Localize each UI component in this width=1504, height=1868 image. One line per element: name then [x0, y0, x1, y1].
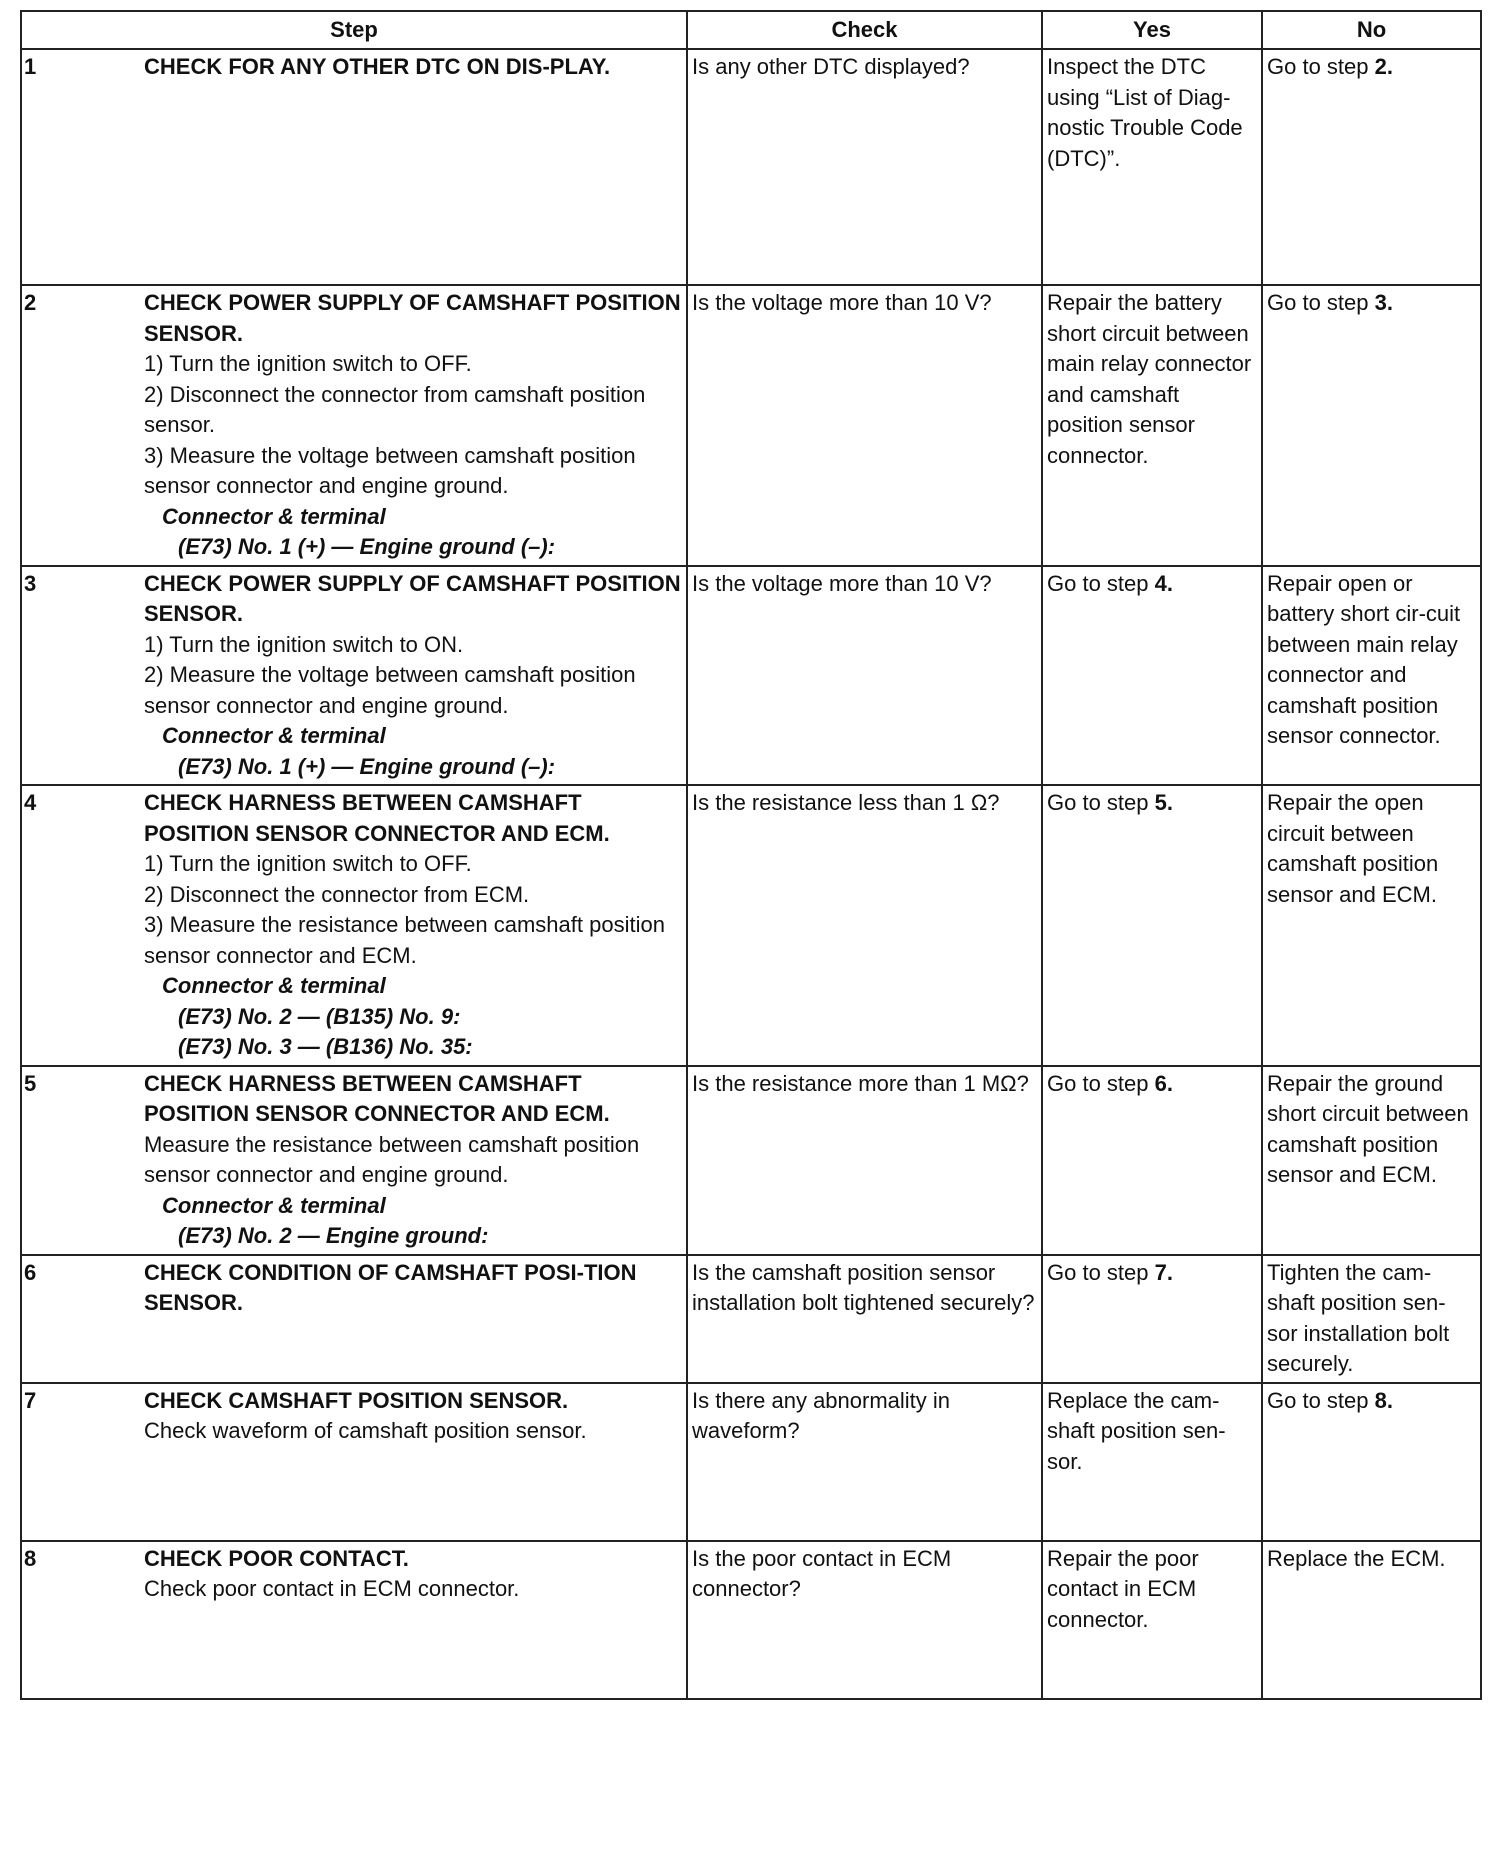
- table-row: [21, 785, 1481, 1066]
- instruction: 2) Measure the voltage between camshaft position sensor connector and engine ground.: [144, 662, 636, 718]
- terminal-value: (E73) No. 1 (+) — Engine ground (–):: [178, 753, 556, 779]
- connector-terminal-label: Connector & terminal: [162, 973, 386, 998]
- step-cell: [21, 285, 687, 566]
- check-cell: Is the resistance less than 1 Ω?: [687, 785, 1042, 1066]
- step-number: 6: [24, 1259, 37, 1285]
- header-check: Check: [687, 11, 1042, 49]
- yes-cell: [1042, 1255, 1262, 1383]
- terminal-value: (E73) No. 3 — (B136) No. 35:: [178, 1034, 473, 1059]
- step-cell: [21, 1066, 687, 1255]
- step-number: 4: [24, 790, 37, 815]
- step-number: 7: [24, 1387, 37, 1413]
- step-cell: [21, 1255, 687, 1383]
- no-cell: [1262, 1383, 1481, 1541]
- table-row: [21, 1255, 1481, 1383]
- step-number: 5: [24, 1070, 37, 1096]
- no-text: Go to step: [1267, 54, 1375, 79]
- check-cell: Is any other DTC displayed?: [687, 49, 1042, 285]
- no-step-ref: 8.: [1374, 1387, 1393, 1413]
- header-row: [21, 11, 1481, 49]
- table-row: [21, 566, 1481, 786]
- step-number: 3: [24, 570, 37, 596]
- connector-terminal-label: Connector & terminal: [162, 503, 386, 529]
- yes-cell: [1042, 566, 1262, 786]
- step-cell: [21, 1541, 687, 1699]
- step-cell: [21, 49, 687, 285]
- table-row: [21, 1383, 1481, 1541]
- yes-step-ref: 5.: [1154, 790, 1173, 815]
- step-number: 8: [24, 1545, 37, 1571]
- header-step: Step: [21, 11, 687, 49]
- no-cell: Tighten the cam-shaft position sen-sor installation bolt securely.: [1262, 1255, 1481, 1383]
- no-cell: [1262, 285, 1481, 566]
- table-row: [21, 285, 1481, 566]
- instruction: Check waveform of camshaft position sensor.: [144, 1418, 587, 1443]
- yes-cell: [1042, 1066, 1262, 1255]
- no-cell: [1262, 49, 1481, 285]
- terminal-value: (E73) No. 1 (+) — Engine ground (–):: [178, 534, 556, 559]
- yes-cell: Inspect the DTC using “List of Diag-nostic Trouble Code (DTC)”.: [1042, 49, 1262, 285]
- check-cell: Is there any abnormality in waveform?: [687, 1383, 1042, 1541]
- step-title: CHECK POWER SUPPLY OF CAMSHAFT POSITION SENSOR.: [144, 290, 681, 346]
- yes-cell: Repair the battery short circuit between main relay connector and camshaft position sensor connector.: [1042, 285, 1262, 566]
- step-cell: [21, 1383, 687, 1541]
- yes-text: Go to step: [1047, 790, 1155, 815]
- table-row: [21, 1541, 1481, 1699]
- no-cell: Repair the ground short circuit between camshaft position sensor and ECM.: [1262, 1066, 1481, 1255]
- yes-text: Go to step: [1047, 1259, 1155, 1285]
- instruction: 2) Disconnect the connector from camshaft position sensor.: [144, 381, 646, 437]
- step-number: 2: [24, 290, 37, 315]
- no-text: Go to step: [1267, 1387, 1375, 1413]
- check-cell: Is the resistance more than 1 MΩ?: [687, 1066, 1042, 1255]
- no-step-ref: 2.: [1374, 54, 1393, 79]
- step-title: CHECK POWER SUPPLY OF CAMSHAFT POSITION SENSOR.: [144, 570, 681, 626]
- yes-cell: [1042, 785, 1262, 1066]
- step-number: 1: [24, 54, 37, 79]
- instruction: 1) Turn the ignition switch to ON.: [144, 631, 464, 657]
- instruction: 1) Turn the ignition switch to OFF.: [144, 851, 472, 876]
- step-title: CHECK CONDITION OF CAMSHAFT POSI-TION SENSOR.: [144, 1259, 637, 1315]
- diagnostic-table: [20, 10, 1482, 1700]
- header-yes: Yes: [1042, 11, 1262, 49]
- step-cell: [21, 566, 687, 786]
- instruction: 2) Disconnect the connector from ECM.: [144, 881, 530, 907]
- terminal-value: (E73) No. 2 — Engine ground:: [178, 1223, 489, 1248]
- instruction: 1) Turn the ignition switch to OFF.: [144, 351, 472, 376]
- check-cell: Is the poor contact in ECM connector?: [687, 1541, 1042, 1699]
- yes-cell: Repair the poor contact in ECM connector.: [1042, 1541, 1262, 1699]
- instruction: 3) Measure the resistance between camshaft position sensor connector and ECM.: [144, 912, 665, 968]
- step-title: CHECK CAMSHAFT POSITION SENSOR.: [144, 1387, 569, 1413]
- step-title: CHECK HARNESS BETWEEN CAMSHAFT POSITION SENSOR CONNECTOR AND ECM.: [144, 790, 610, 846]
- step-title: CHECK FOR ANY OTHER DTC ON DIS-PLAY.: [144, 54, 611, 79]
- yes-step-ref: 6.: [1154, 1070, 1173, 1096]
- check-cell: Is the voltage more than 10 V?: [687, 566, 1042, 786]
- table-row: [21, 1066, 1481, 1255]
- yes-step-ref: 7.: [1154, 1259, 1173, 1285]
- table-row: [21, 49, 1481, 285]
- yes-cell: Replace the cam-shaft position sen-sor.: [1042, 1383, 1262, 1541]
- no-cell: Repair open or battery short cir-cuit between main relay connector and camshaft position sensor connector.: [1262, 566, 1481, 786]
- step-cell: [21, 785, 687, 1066]
- yes-text: Go to step: [1047, 1070, 1155, 1096]
- yes-text: Go to step: [1047, 570, 1155, 596]
- no-cell: Repair the open circuit between camshaft position sensor and ECM.: [1262, 785, 1481, 1066]
- no-cell: Replace the ECM.: [1262, 1541, 1481, 1699]
- no-text: Go to step: [1267, 290, 1375, 315]
- instruction: 3) Measure the voltage between camshaft position sensor connector and engine ground.: [144, 442, 636, 498]
- step-title: CHECK HARNESS BETWEEN CAMSHAFT POSITION SENSOR CONNECTOR AND ECM.: [144, 1070, 610, 1126]
- check-cell: Is the camshaft position sensor installation bolt tightened securely?: [687, 1255, 1042, 1383]
- check-cell: Is the voltage more than 10 V?: [687, 285, 1042, 566]
- terminal-value: (E73) No. 2 — (B135) No. 9:: [178, 1003, 461, 1029]
- step-title: CHECK POOR CONTACT.: [144, 1545, 409, 1571]
- yes-step-ref: 4.: [1154, 570, 1173, 596]
- no-step-ref: 3.: [1374, 290, 1393, 315]
- instruction: Check poor contact in ECM connector.: [144, 1576, 520, 1601]
- connector-terminal-label: Connector & terminal: [162, 723, 386, 748]
- instruction: Measure the resistance between camshaft position sensor connector and engine ground.: [144, 1131, 640, 1187]
- header-no: No: [1262, 11, 1481, 49]
- connector-terminal-label: Connector & terminal: [162, 1192, 386, 1218]
